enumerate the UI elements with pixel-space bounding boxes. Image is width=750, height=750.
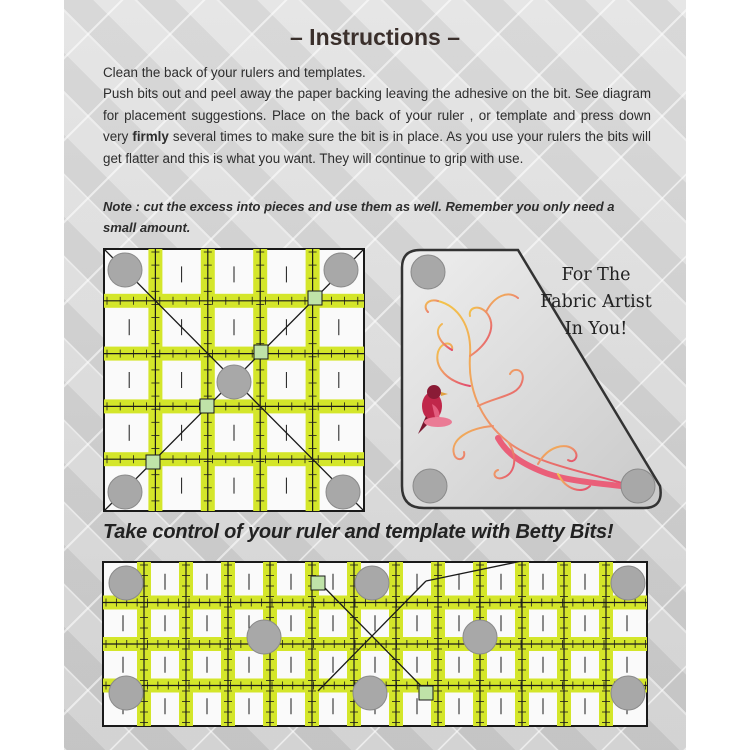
betty-bit-dot-icon: [463, 620, 497, 654]
long-ruler-graphic: [102, 561, 648, 727]
note-text: Note : cut the excess into pieces and use them as well. Remember you only need a small amount.: [103, 199, 615, 235]
square-ruler-graphic: [103, 248, 365, 512]
page-title: – Instructions –: [290, 24, 460, 50]
instruction-step-clean: Clean the back of your rulers and templates.: [103, 65, 366, 80]
betty-bit-dot-icon: [355, 566, 389, 600]
betty-bit-dot-icon: [611, 566, 645, 600]
instructions-body: [103, 62, 651, 169]
ruler-square-marker: [311, 576, 325, 590]
ruler-square-marker: [200, 399, 214, 413]
ruler-square-marker: [146, 455, 160, 469]
betty-bit-dot-icon: [611, 676, 645, 710]
betty-bit-dot-icon: [621, 469, 655, 503]
ruler-square-marker: [308, 291, 322, 305]
ruler-square-marker: [254, 345, 268, 359]
square-ruler-diagram: [103, 248, 365, 512]
fabric-artist-caption: For The Fabric Artist In You!: [540, 265, 652, 339]
betty-bit-dot-icon: [353, 676, 387, 710]
betty-bit-dot-icon: [109, 676, 143, 710]
instruction-step-apply: Push bits out and peel away the paper backing leaving the adhesive on the bit. See diagram for placement suggestions. Place on the back of your ruler , or template and press down very firmly several times to make sure the bit is in place. As you use your rulers the bits will get flatter and this is what you want. They will continue to grip with use.: [103, 86, 651, 166]
betty-bit-dot-icon: [109, 566, 143, 600]
ruler-square-marker: [419, 686, 433, 700]
betty-bit-dot-icon: [217, 365, 251, 399]
betty-bit-dot-icon: [108, 475, 142, 509]
long-ruler-diagram: [102, 561, 648, 727]
betty-bit-dot-icon: [413, 469, 447, 503]
betty-bit-dot-icon: [247, 620, 281, 654]
betty-bit-dot-icon: [326, 475, 360, 509]
betty-bit-dot-icon: [324, 253, 358, 287]
emphasis-firmly: firmly: [132, 129, 169, 145]
tagline: Take control of your ruler and template with Betty Bits!: [103, 521, 614, 543]
betty-bit-dot-icon: [108, 253, 142, 287]
betty-bit-dot-icon: [411, 255, 445, 289]
